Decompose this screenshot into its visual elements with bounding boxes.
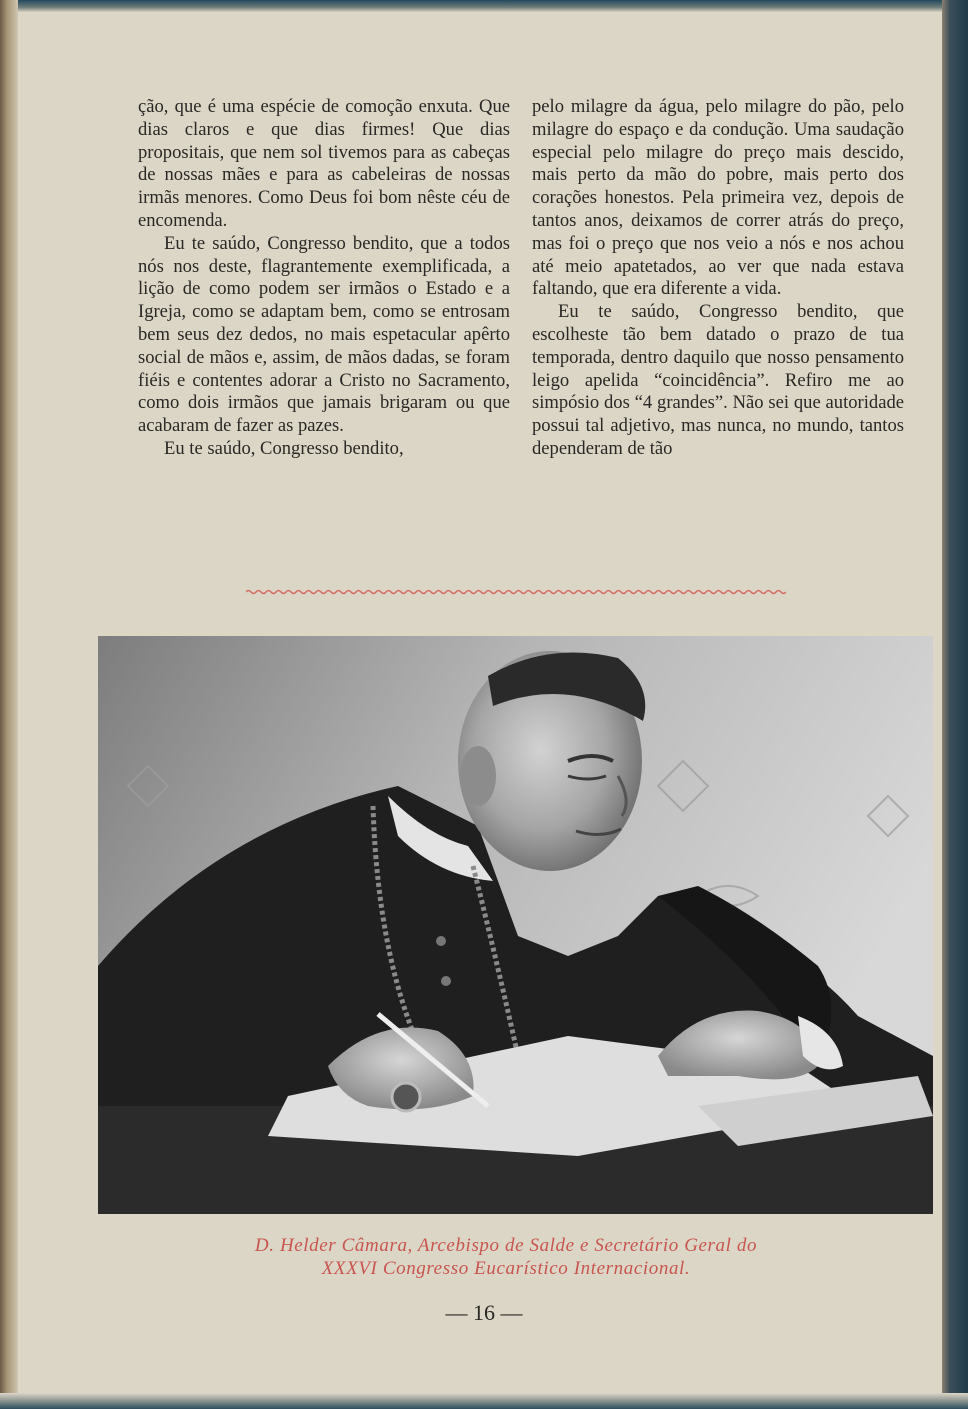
text-column-right bbox=[532, 96, 904, 461]
page-top-edge bbox=[0, 0, 968, 12]
book-cover-edge bbox=[942, 0, 968, 1409]
paragraph: ção, que é uma espécie de comoção enxuta. Que dias claros e que dias firmes! Que dias propositais, que nem sol tivemos para as cabeças de nossas mães e para as cabeleiras de nossas irmãs menores. Como Deus foi bom nêste céu de encomenda. bbox=[138, 96, 510, 231]
text-column-left bbox=[138, 96, 510, 461]
page-bottom-edge bbox=[0, 1393, 968, 1409]
paragraph: Eu te saúdo, Congresso bendito, que a todos nós nos deste, flagrantemente exemplificada, a lição de como podem ser irmãos o Estado e a Igreja, como se adaptam bem, como se entrosam bem seus dez dedos, no mais espetacular apêrto social de mãos e, assim, de mãos dadas, se foram fiéis e contentes adorar a Cristo no Sacramento, como dois irmãos que jamais brigaram ou que acabaram de fazer as pazes. bbox=[138, 232, 510, 437]
photo-illustration bbox=[98, 636, 933, 1214]
wavy-divider bbox=[246, 586, 786, 598]
portrait-photo bbox=[98, 636, 933, 1214]
page-number: — 16 — bbox=[445, 1300, 523, 1325]
paragraph: Eu te saúdo, Congresso bendito, que escolheste tão bem datado o prazo de tua temporada, dentro daquilo que nosso pensamento leigo apelida “coincidência”. Refiro me ao simpósio dos “4 grandes”. Não sei que autoridade possui tal adjetivo, mas nunca, no mundo, tantos dependeram de tão bbox=[532, 301, 904, 459]
photo-caption bbox=[150, 1234, 862, 1280]
caption-line: D. Helder Câmara, Arcebispo de Salde e Secretário Geral do bbox=[254, 1235, 758, 1256]
book-spine-shadow bbox=[0, 0, 18, 1409]
paragraph: Eu te saúdo, Congresso bendito, bbox=[164, 437, 404, 459]
paragraph: pelo milagre da água, pelo milagre do pão, pelo milagre do espaço e da condução. Uma saudação especial pelo milagre do preço mais descido, mais perto da mão do pobre, mais perto dos corações honestos. Pela primeira vez, depois de tantos anos, deixamos de correr atrás do preço, mas foi o preço que nos veio a nós e nos achou até meio apatetados, ao ver que nada estava faltando, que era diferente a vida. bbox=[532, 96, 904, 300]
caption-line: XXXVI Congresso Eucarístico Internacional. bbox=[321, 1258, 691, 1279]
